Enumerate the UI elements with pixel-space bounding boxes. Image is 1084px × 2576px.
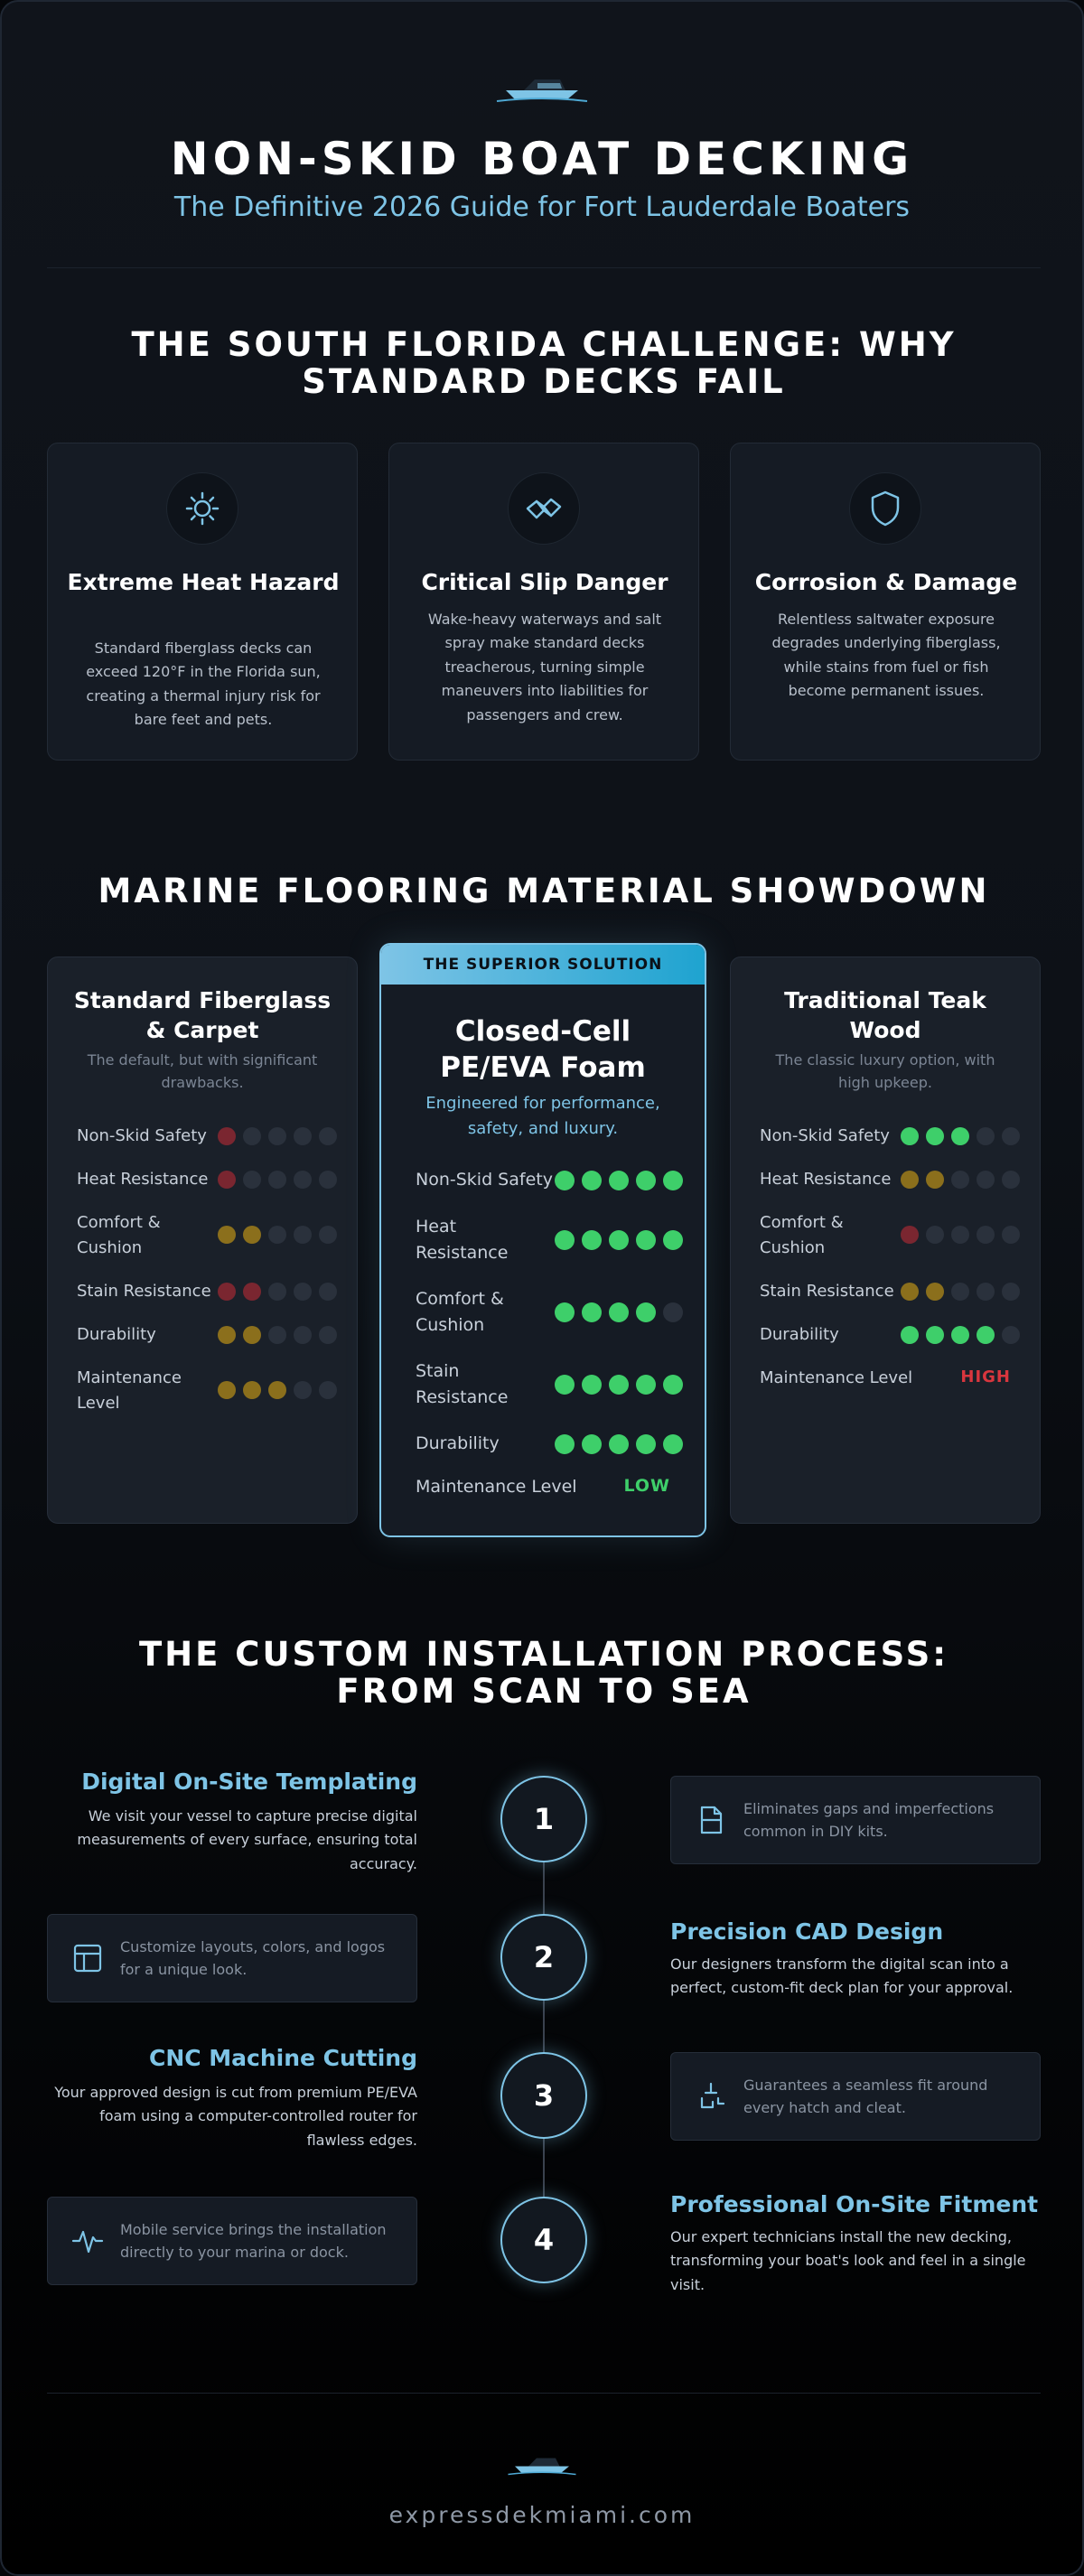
rating-dots [218, 1283, 337, 1301]
page-subtitle: The Definitive 2026 Guide for Fort Lauderdale Boaters [173, 191, 911, 223]
rating-dot-filled [555, 1302, 575, 1322]
rating-dots [218, 1171, 337, 1189]
rating-label: Comfort & Cushion [77, 1213, 161, 1257]
step-note [670, 1776, 1041, 1864]
rating-dot-empty [268, 1226, 286, 1244]
challenge-card-corrosion [730, 443, 1041, 761]
material-subtitle: The default, but with significant drawbacks. [87, 1051, 318, 1091]
rating-dot-filled [636, 1302, 656, 1322]
rating-dots [901, 1326, 1020, 1344]
rating-label: Durability [77, 1325, 156, 1344]
rating-label: Heat Resistance [760, 1170, 892, 1189]
step-note [670, 2052, 1041, 2141]
rating-label: Stain Resistance [416, 1361, 509, 1408]
rating-dot-filled [926, 1171, 944, 1189]
step-text: Our expert technicians install the new decking, transforming your boat's look and feel in a single visit. [670, 2228, 1026, 2293]
pulse-icon [71, 2225, 104, 2257]
rating-dot-filled [243, 1283, 261, 1301]
rating-dot-empty [294, 1127, 312, 1145]
step-number: 1 [500, 1776, 587, 1862]
rating-dot-filled [218, 1171, 236, 1189]
document-icon [695, 1804, 727, 1836]
rating-dot-filled [218, 1226, 236, 1244]
rating-dot-empty [977, 1171, 995, 1189]
rating-dots [555, 1375, 683, 1395]
rating-dot-filled [901, 1283, 919, 1301]
step-title: Precision CAD Design [670, 1918, 944, 1945]
rating-dot-empty [268, 1283, 286, 1301]
superior-solution-badge: THE SUPERIOR SOLUTION [381, 945, 705, 985]
rating-dot-filled [951, 1127, 969, 1145]
rating-dot-empty [319, 1326, 337, 1344]
rating-dot-filled [243, 1326, 261, 1344]
rating-dot-filled [582, 1302, 602, 1322]
material-subtitle: The classic luxury option, with high upkeep. [775, 1051, 995, 1091]
layout-icon [71, 1942, 104, 1974]
rating-dot-empty [319, 1226, 337, 1244]
step-note [47, 1914, 417, 2002]
rating-dots [901, 1127, 1020, 1145]
rating-dot-empty [951, 1283, 969, 1301]
rating-dot-empty [243, 1171, 261, 1189]
rating-dot-filled [582, 1434, 602, 1454]
rating-dots [901, 1226, 1020, 1244]
rating-dots [901, 1283, 1020, 1301]
maintenance-value: HIGH [960, 1367, 1011, 1386]
rating-dot-filled [555, 1230, 575, 1250]
process-heading: THE CUSTOM INSTALLATION PROCESS: FROM SCAN TO SEA [138, 1635, 949, 1711]
rating-dot-filled [636, 1171, 656, 1190]
rating-dot-empty [268, 1171, 286, 1189]
rating-dots [555, 1302, 683, 1322]
rating-dot-empty [977, 1127, 995, 1145]
rating-dot-filled [926, 1326, 944, 1344]
timeline-line [543, 1835, 545, 2242]
rating-dot-filled [901, 1226, 919, 1244]
rating-dot-filled [243, 1226, 261, 1244]
step-note-text: Guarantees a seamless fit around every hatch and cleat. [743, 2077, 988, 2116]
rating-dots [218, 1381, 337, 1399]
website-link[interactable]: expressdekmiami.com [388, 2502, 696, 2528]
step-text: We visit your vessel to capture precise digital measurements of every surface, ensuring total accuracy. [77, 1807, 417, 1872]
challenge-title: Critical Slip Danger [421, 569, 668, 595]
rating-dots [555, 1434, 683, 1454]
fit-icon [695, 2080, 727, 2113]
step-text: Your approved design is cut from premium PE/EVA foam using a computer-controlled router for flawless edges. [54, 2084, 417, 2149]
step-text: Our designers transform the digital scan into a perfect, custom-fit deck plan for your approval. [670, 1955, 1014, 1997]
rating-dot-filled [218, 1127, 236, 1145]
step-number: 2 [500, 1914, 587, 2001]
step-note [47, 2197, 417, 2285]
rating-dot-filled [663, 1230, 683, 1250]
material-title: Traditional Teak Wood [784, 987, 986, 1043]
rating-dots [218, 1127, 337, 1145]
rating-dot-filled [609, 1375, 629, 1395]
challenge-card-heat [47, 443, 358, 761]
step-number: 4 [500, 2197, 587, 2283]
rating-label: Stain Resistance [77, 1282, 211, 1301]
rating-dot-empty [268, 1127, 286, 1145]
rating-dot-empty [977, 1283, 995, 1301]
challenge-text: Wake-heavy waterways and salt spray make standard decks treacherous, turning simple maneuvers into liabilities for passengers and crew. [427, 611, 662, 723]
rating-dot-filled [977, 1326, 995, 1344]
rating-dot-filled [663, 1434, 683, 1454]
rating-dots [901, 1171, 1020, 1189]
slip-icon [508, 472, 580, 545]
challenge-title: Extreme Heat Hazard [67, 569, 340, 595]
rating-dot-filled [609, 1230, 629, 1250]
footer-divider [47, 2393, 1041, 2394]
step-number: 3 [500, 2052, 587, 2139]
rating-dot-filled [636, 1375, 656, 1395]
shield-icon [849, 472, 921, 545]
rating-dot-empty [294, 1171, 312, 1189]
rating-dot-empty [294, 1326, 312, 1344]
step-note-text: Mobile service brings the installation directly to your marina or dock. [120, 2221, 387, 2261]
rating-dot-empty [1002, 1226, 1020, 1244]
rating-dot-empty [294, 1226, 312, 1244]
rating-dot-filled [663, 1171, 683, 1190]
step-note-text: Eliminates gaps and imperfections common in DIY kits. [743, 1800, 995, 1840]
rating-dot-filled [218, 1283, 236, 1301]
rating-dot-empty [1002, 1283, 1020, 1301]
showdown-heading: MARINE FLOORING MATERIAL SHOWDOWN [98, 872, 990, 910]
challenge-title: Corrosion & Damage [754, 569, 1018, 595]
rating-dot-filled [555, 1171, 575, 1190]
maintenance-value: LOW [623, 1476, 670, 1496]
rating-dot-filled [636, 1230, 656, 1250]
rating-label: Non-Skid Safety [77, 1126, 207, 1145]
rating-dot-filled [951, 1326, 969, 1344]
material-subtitle: Engineered for performance, safety, and luxury. [425, 1094, 660, 1138]
rating-dot-empty [319, 1171, 337, 1189]
material-card-teak [730, 957, 1041, 1524]
maintenance-label: Maintenance Level [416, 1477, 577, 1497]
rating-dot-filled [268, 1381, 286, 1399]
rating-dot-empty [951, 1226, 969, 1244]
rating-label: Non-Skid Safety [416, 1170, 553, 1190]
rating-dot-empty [319, 1381, 337, 1399]
rating-dot-empty [951, 1171, 969, 1189]
rating-label: Heat Resistance [77, 1170, 209, 1189]
rating-label: Heat Resistance [416, 1217, 509, 1264]
material-card-fiberglass [47, 957, 358, 1524]
rating-dot-filled [901, 1171, 919, 1189]
boat-logo-icon [488, 56, 596, 110]
rating-dots [555, 1230, 683, 1250]
rating-label: Durability [760, 1325, 839, 1344]
step-title: Digital On-Site Templating [81, 1769, 417, 1795]
material-title: Standard Fiberglass & Carpet [73, 987, 332, 1043]
rating-dot-empty [319, 1283, 337, 1301]
step-note-text: Customize layouts, colors, and logos for a unique look. [120, 1938, 386, 1978]
rating-dot-empty [243, 1127, 261, 1145]
challenge-heading: THE SOUTH FLORIDA CHALLENGE: WHY STANDARD DECKS FAIL [131, 325, 957, 401]
rating-dot-filled [582, 1230, 602, 1250]
rating-dot-filled [555, 1434, 575, 1454]
rating-dot-empty [1002, 1127, 1020, 1145]
rating-dots [218, 1326, 337, 1344]
rating-label: Stain Resistance [760, 1282, 894, 1301]
rating-dot-filled [663, 1375, 683, 1395]
rating-dot-empty [294, 1283, 312, 1301]
rating-dot-filled [582, 1171, 602, 1190]
challenge-text: Relentless saltwater exposure degrades underlying fiberglass, while stains from fuel or fish become permanent issues. [771, 611, 1001, 700]
rating-label: Maintenance Level [77, 1368, 182, 1413]
boat-logo-icon [501, 2441, 583, 2481]
rating-dot-filled [609, 1171, 629, 1190]
material-card-foam [379, 943, 706, 1537]
challenge-text: Standard fiberglass decks can exceed 120°F in the Florida sun, creating a thermal injury risk for bare feet and pets. [86, 639, 321, 729]
rating-dots [218, 1226, 337, 1244]
rating-dots [555, 1171, 683, 1190]
sun-icon [166, 472, 238, 545]
maintenance-label: Maintenance Level [760, 1368, 913, 1387]
rating-label: Comfort & Cushion [760, 1213, 844, 1257]
rating-dot-filled [243, 1381, 261, 1399]
challenge-card-slip [388, 443, 699, 761]
rating-dot-filled [901, 1127, 919, 1145]
rating-dot-filled [609, 1434, 629, 1454]
rating-dot-filled [901, 1326, 919, 1344]
rating-dot-empty [1002, 1326, 1020, 1344]
rating-dot-filled [609, 1302, 629, 1322]
page-title: NON-SKID BOAT DECKING [170, 133, 914, 185]
step-title: Professional On-Site Fitment [670, 2191, 1039, 2217]
rating-dot-filled [636, 1434, 656, 1454]
rating-dot-empty [977, 1226, 995, 1244]
rating-dot-empty [663, 1302, 683, 1322]
material-title: Closed-Cell PE/EVA Foam [440, 1015, 646, 1085]
rating-dot-empty [926, 1226, 944, 1244]
header-divider [47, 267, 1041, 268]
rating-dot-empty [294, 1381, 312, 1399]
rating-dot-empty [1002, 1171, 1020, 1189]
rating-dot-empty [319, 1127, 337, 1145]
rating-label: Durability [416, 1433, 500, 1453]
rating-dot-filled [582, 1375, 602, 1395]
rating-dot-filled [555, 1375, 575, 1395]
rating-dot-filled [926, 1283, 944, 1301]
rating-dot-filled [218, 1381, 236, 1399]
rating-dot-filled [218, 1326, 236, 1344]
rating-label: Non-Skid Safety [760, 1126, 890, 1145]
rating-dot-empty [268, 1326, 286, 1344]
rating-dot-filled [926, 1127, 944, 1145]
step-title: CNC Machine Cutting [148, 2045, 417, 2071]
rating-label: Comfort & Cushion [416, 1289, 504, 1336]
